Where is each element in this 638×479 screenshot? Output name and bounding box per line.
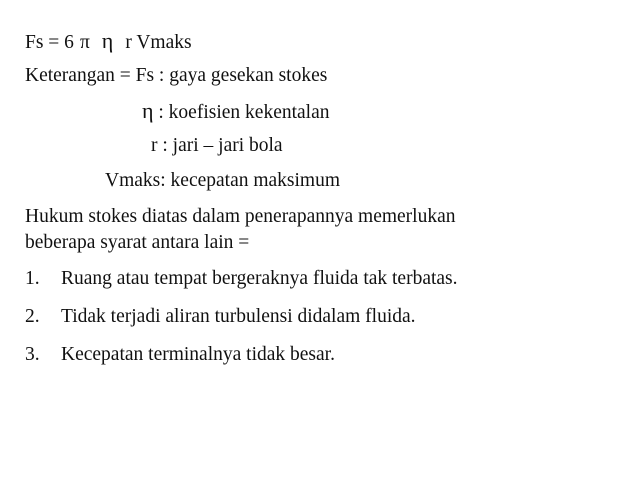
list-item-text: Ruang atau tempat bergeraknya fluida tak terbatas. xyxy=(61,268,458,289)
list-item-number: 3. xyxy=(25,344,40,365)
legend-eta-desc: : koefisien kekentalan xyxy=(158,102,330,123)
list-item-text: Tidak terjadi aliran turbulensi didalam fluida. xyxy=(61,306,416,327)
list-item xyxy=(25,343,335,367)
list-item-number: 1. xyxy=(25,268,40,289)
legend-row-eta xyxy=(25,99,330,125)
legend-row-r xyxy=(25,134,283,158)
formula-eta: η xyxy=(101,28,114,53)
requirements-paragraph xyxy=(25,204,456,256)
legend-v-desc: Vmaks: kecepatan maksimum xyxy=(105,170,341,191)
legend-r-desc: r : jari – jari bola xyxy=(151,135,283,156)
legend-row-v xyxy=(25,169,340,193)
legend-eta-symbol: η xyxy=(142,98,154,123)
list-item-text: Kecepatan terminalnya tidak besar. xyxy=(61,344,335,365)
stokes-formula xyxy=(25,29,192,55)
legend-row-fs xyxy=(25,64,327,88)
list-item xyxy=(25,305,416,329)
list-item xyxy=(25,267,458,291)
paragraph-line-2: beberapa syarat antara lain = xyxy=(25,232,250,253)
formula-fs: Fs = 6 xyxy=(25,32,74,53)
formula-pi: π xyxy=(79,32,90,53)
list-item-number: 2. xyxy=(25,306,40,327)
formula-rest: r Vmaks xyxy=(125,32,192,53)
paragraph-line-1: Hukum stokes diatas dalam penerapannya memerlukan xyxy=(25,206,456,227)
legend-fs-desc: Fs : gaya gesekan stokes xyxy=(135,65,328,86)
legend-label: Keterangan = xyxy=(25,65,131,86)
